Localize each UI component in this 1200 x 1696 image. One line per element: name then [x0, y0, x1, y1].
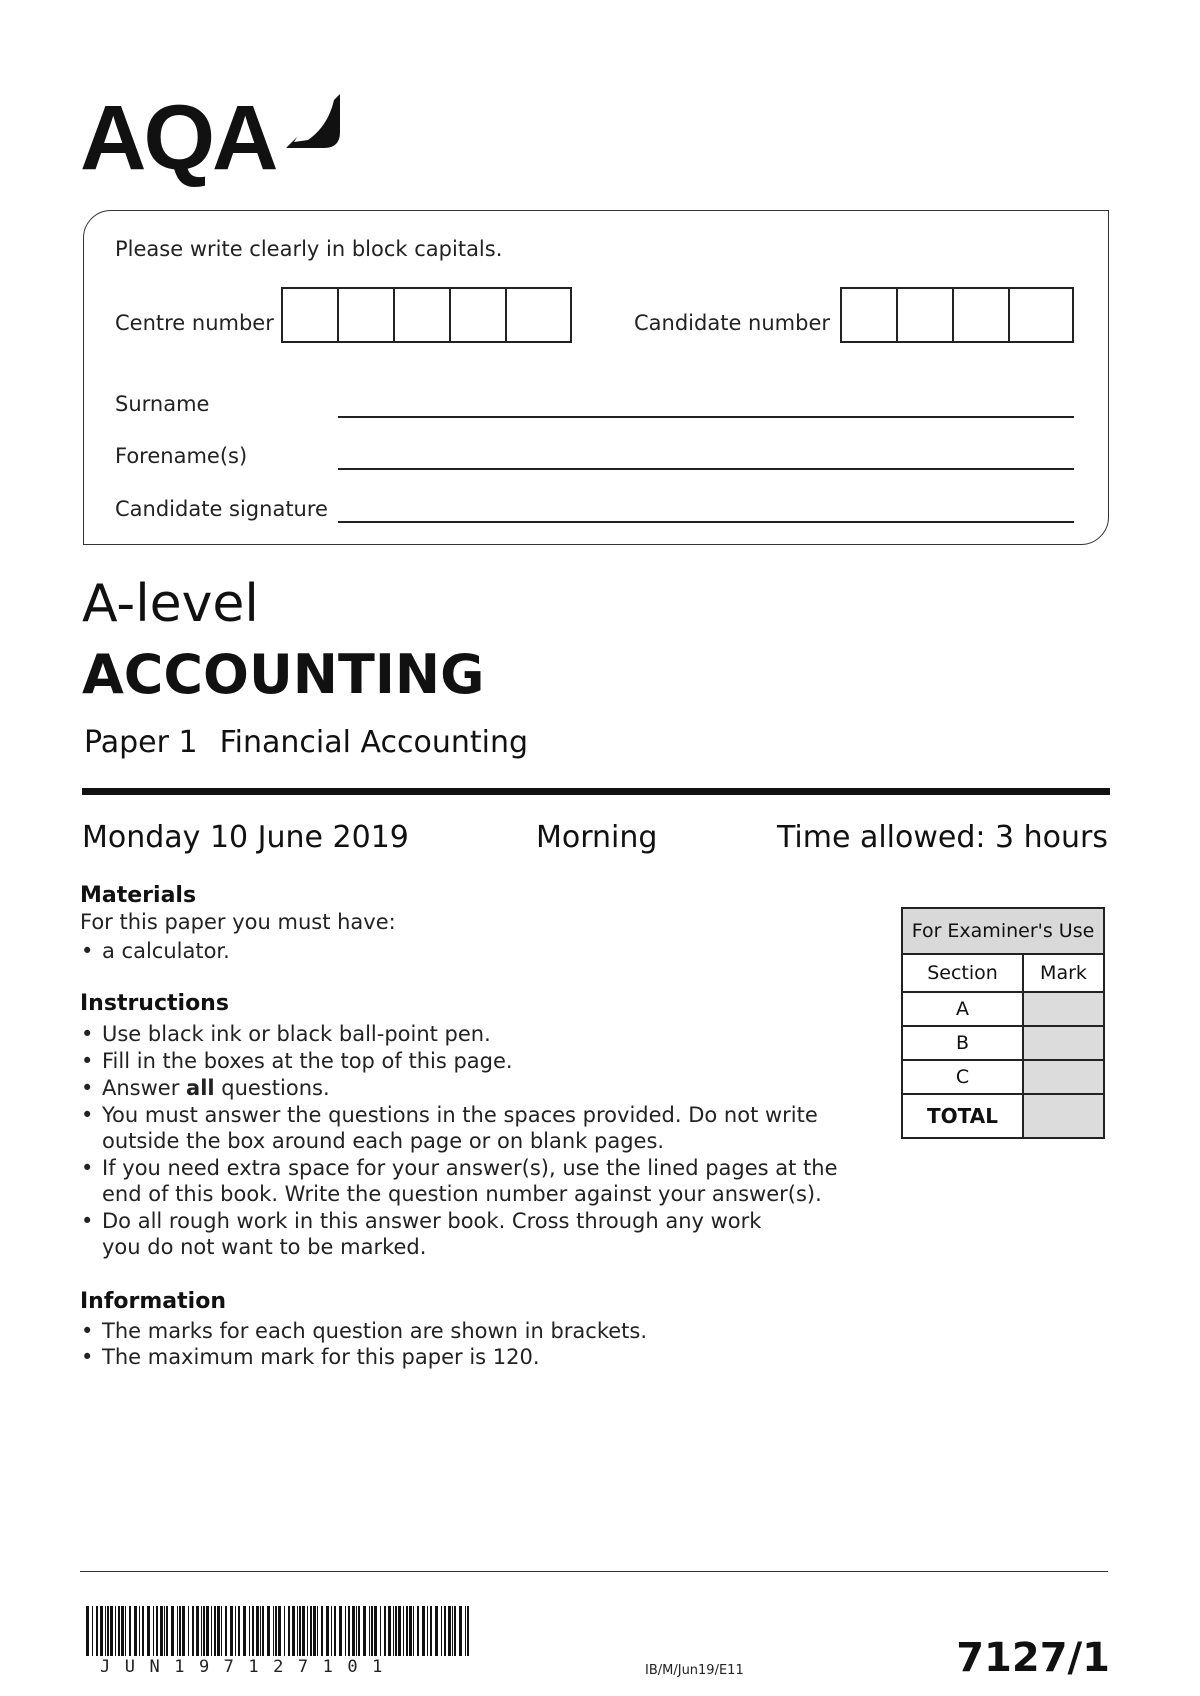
time-allowed: Time allowed: 3 hours: [776, 820, 1108, 855]
candidate-number-label: Candidate number: [634, 311, 830, 335]
list-item: • Do all rough work in this answer book. Cross through any work you do not want to be marked.: [80, 1208, 782, 1260]
candidate-digit-box[interactable]: [1010, 289, 1066, 341]
list-item: • a calculator.: [80, 938, 880, 964]
materials-intro: For this paper you must have:: [80, 910, 396, 934]
instructions-heading: Instructions: [80, 991, 229, 1016]
qualification-level: A-level: [82, 574, 259, 634]
table-row: [902, 992, 1104, 1026]
candidate-digit-box[interactable]: [842, 289, 898, 341]
section-cell: C: [902, 1060, 1023, 1094]
aqa-leaf-logo-icon: [284, 92, 342, 150]
list-item: • If you need extra space for your answer(s), use the lined pages at the end of this book. Write the question number against your answer(s).: [80, 1155, 880, 1207]
list-item: • The maximum mark for this paper is 120.: [80, 1344, 880, 1370]
information-list: [80, 1318, 880, 1370]
surname-label: Surname: [115, 392, 210, 416]
signature-field[interactable]: [338, 521, 1074, 523]
total-label: TOTAL: [902, 1094, 1023, 1138]
mark-column-header: Mark: [1023, 954, 1104, 992]
section-column-header: Section: [902, 954, 1023, 992]
centre-digit-box[interactable]: [283, 289, 339, 341]
barcode-icon: [86, 1606, 470, 1656]
title-divider: [82, 788, 1110, 795]
centre-number-boxes[interactable]: [281, 287, 572, 343]
footer-reference: IB/M/Jun19/E11: [645, 1663, 744, 1678]
total-mark-cell: [1023, 1094, 1104, 1138]
forename-field[interactable]: [338, 468, 1074, 470]
materials-heading: Materials: [80, 883, 197, 908]
centre-number-label: Centre number: [115, 311, 274, 335]
paper-code: 7127/1: [956, 1635, 1110, 1681]
materials-list: [80, 938, 880, 964]
list-item: • The marks for each question are shown in brackets.: [80, 1318, 880, 1344]
surname-field[interactable]: [338, 416, 1074, 418]
information-heading: Information: [80, 1289, 226, 1314]
mark-cell: [1023, 1060, 1104, 1094]
candidate-digit-box[interactable]: [954, 289, 1010, 341]
centre-digit-box[interactable]: [395, 289, 451, 341]
section-cell: A: [902, 992, 1023, 1026]
paper-title: [84, 725, 550, 760]
examiners-use-table: [901, 907, 1105, 1139]
barcode-number: JUN197127101: [100, 1657, 397, 1677]
examiners-use-title: For Examiner's Use: [902, 908, 1104, 954]
centre-digit-box[interactable]: [339, 289, 395, 341]
table-row: [902, 1026, 1104, 1060]
candidate-number-boxes[interactable]: [840, 287, 1074, 343]
candidate-digit-box[interactable]: [898, 289, 954, 341]
block-capitals-instruction: Please write clearly in block capitals.: [115, 237, 503, 261]
aqa-logo: AQA: [80, 87, 276, 189]
mark-cell: [1023, 1026, 1104, 1060]
exam-date: Monday 10 June 2019: [82, 820, 409, 855]
centre-digit-box[interactable]: [451, 289, 507, 341]
footer-divider: [80, 1571, 1108, 1572]
signature-label: Candidate signature: [115, 497, 328, 521]
subject-title: ACCOUNTING: [82, 643, 485, 706]
paper-number: Paper 1: [84, 725, 198, 760]
mark-cell: [1023, 992, 1104, 1026]
list-item: • Fill in the boxes at the top of this page.: [80, 1048, 880, 1074]
forename-label: Forename(s): [115, 444, 248, 468]
instructions-list: [80, 1021, 880, 1260]
list-item: • You must answer the questions in the spaces provided. Do not write outside the box around each page or on blank pages.: [80, 1102, 880, 1154]
table-row: [902, 1094, 1104, 1138]
list-item: • Answer all questions.: [80, 1075, 880, 1101]
paper-name: Financial Accounting: [219, 725, 529, 760]
list-item: • Use black ink or black ball-point pen.: [80, 1021, 880, 1047]
centre-digit-box[interactable]: [507, 289, 563, 341]
section-cell: B: [902, 1026, 1023, 1060]
table-row: [902, 1060, 1104, 1094]
exam-session: Morning: [536, 820, 658, 855]
